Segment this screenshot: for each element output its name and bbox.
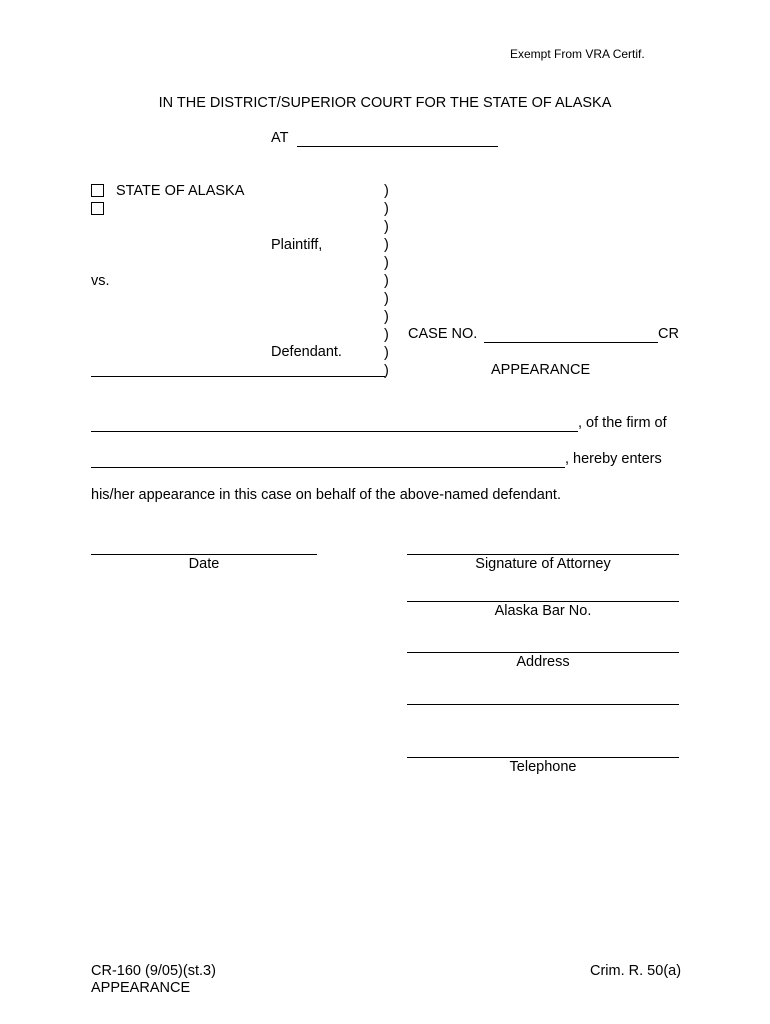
appearance-statement: his/her appearance in this case on behalf of the above-named defendant. <box>91 487 561 503</box>
paren-2: ) <box>384 201 389 217</box>
other-plaintiff-checkbox[interactable] <box>91 202 104 215</box>
hereby-enters-text: , hereby enters <box>565 451 662 467</box>
exempt-notice: Exempt From VRA Certif. <box>510 47 645 61</box>
signature-line[interactable] <box>407 554 679 555</box>
plaintiff-label: Plaintiff, <box>271 237 323 253</box>
paren-7: ) <box>384 291 389 307</box>
court-location-field[interactable] <box>297 130 498 147</box>
defendant-label: Defendant. <box>271 344 342 360</box>
date-line[interactable] <box>91 554 317 555</box>
address-label: Address <box>516 654 570 670</box>
address-line[interactable] <box>407 652 679 653</box>
court-title: IN THE DISTRICT/SUPERIOR COURT FOR THE STATE OF ALASKA <box>158 95 612 111</box>
at-label: AT <box>271 130 289 146</box>
state-of-alaska-checkbox[interactable] <box>91 184 104 197</box>
defendant-name-line[interactable] <box>91 376 385 377</box>
paren-1: ) <box>384 183 389 199</box>
paren-10: ) <box>384 345 389 361</box>
telephone-label: Telephone <box>509 759 577 775</box>
paren-6: ) <box>384 273 389 289</box>
paren-8: ) <box>384 309 389 325</box>
case-no-label: CASE NO. <box>408 326 478 342</box>
date-label: Date <box>188 556 220 572</box>
court-rule: Crim. R. 50(a) <box>590 963 682 979</box>
bar-number-line[interactable] <box>407 601 679 602</box>
firm-of-text: , of the firm of <box>578 415 667 431</box>
case-number-field[interactable] <box>484 326 658 343</box>
state-of-alaska-label: STATE OF ALASKA <box>116 183 245 199</box>
vs-label: vs. <box>91 273 110 289</box>
telephone-line[interactable] <box>407 757 679 758</box>
attorney-name-field[interactable] <box>91 415 578 432</box>
paren-9: ) <box>384 327 389 343</box>
paren-11: ) <box>384 363 389 379</box>
case-suffix: CR <box>658 326 679 342</box>
paren-4: ) <box>384 237 389 253</box>
form-number: CR-160 (9/05)(st.3) <box>91 963 216 979</box>
bar-number-label: Alaska Bar No. <box>494 603 592 619</box>
address-line-2[interactable] <box>407 704 679 705</box>
firm-name-field[interactable] <box>91 451 565 468</box>
paren-3: ) <box>384 219 389 235</box>
signature-label: Signature of Attorney <box>475 556 611 572</box>
form-name: APPEARANCE <box>91 980 191 996</box>
document-title: APPEARANCE <box>491 362 591 378</box>
paren-5: ) <box>384 255 389 271</box>
